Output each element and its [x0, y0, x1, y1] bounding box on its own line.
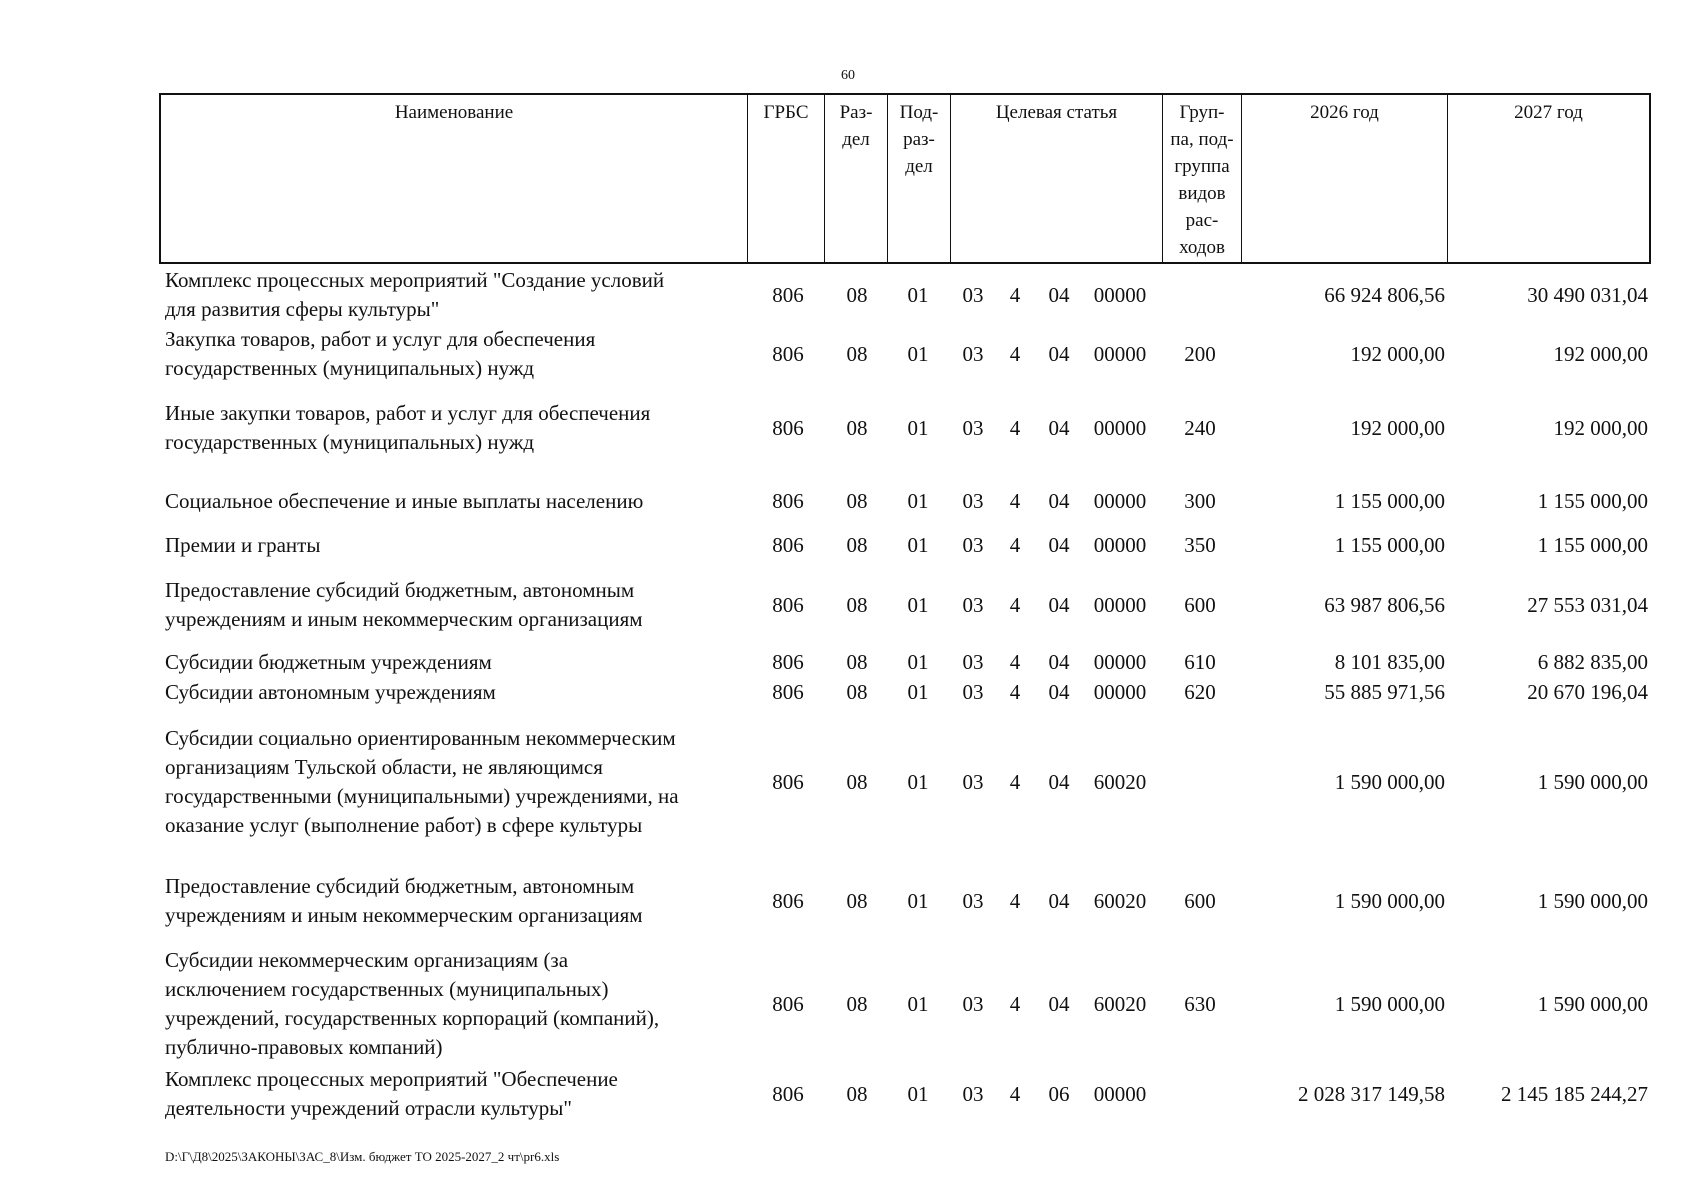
item-name-cell [165, 648, 755, 677]
header-name-label: Наименование [394, 102, 514, 123]
target-part1-cell: 03 [962, 533, 984, 557]
target-part4-cell: 60020 [1093, 888, 1147, 913]
target-part3-cell: 04 [1048, 769, 1070, 794]
table-row [0, 724, 1696, 840]
grbs-cell: 806 [772, 415, 804, 440]
item-name-cell [165, 724, 755, 840]
target-part1-cell: 03 [962, 592, 984, 617]
item-name-line: Комплекс процессных мероприятий "Создание условий [165, 268, 665, 292]
header-razdel-line: дел [842, 129, 870, 150]
target-part2-cell: 4 [1009, 991, 1021, 1016]
item-name-cell [165, 487, 755, 516]
podrazdel-cell: 01 [907, 888, 929, 913]
target-part3-cell: 04 [1048, 341, 1070, 366]
target-part2-cell: 4 [1009, 533, 1021, 557]
grbs-cell: 806 [772, 533, 804, 557]
target-part2-cell: 4 [1009, 489, 1021, 513]
header-name [161, 95, 748, 262]
grbs-cell: 806 [772, 680, 804, 704]
target-part1-cell: 03 [962, 489, 984, 513]
razdel-cell: 08 [846, 991, 868, 1016]
item-name-cell [165, 576, 755, 634]
table-row [0, 399, 1696, 457]
target-part4-cell: 00000 [1093, 282, 1147, 307]
item-name-line: государственных (муниципальных) нужд [165, 356, 535, 380]
header-podrazdel [888, 95, 951, 262]
group-cell: 610 [1184, 650, 1216, 674]
table-row [0, 872, 1696, 930]
item-name-cell [165, 531, 755, 560]
table-row [0, 648, 1696, 677]
item-name-cell [165, 946, 755, 1062]
amount-2027-cell: 30 490 031,04 [1527, 282, 1648, 307]
razdel-cell: 08 [846, 415, 868, 440]
target-part1-cell: 03 [962, 991, 984, 1016]
razdel-cell: 08 [846, 533, 868, 557]
item-name-line: Субсидии автономным учреждениям [165, 680, 496, 704]
podrazdel-cell: 01 [907, 533, 929, 557]
header-grbs-label: ГРБС [763, 102, 809, 123]
item-name-cell [165, 1065, 755, 1123]
table-row [0, 1065, 1696, 1123]
page-number: 60 [841, 68, 855, 83]
target-part3-cell: 04 [1048, 489, 1070, 513]
target-part4-cell: 00000 [1093, 489, 1147, 513]
target-part4-cell: 00000 [1093, 415, 1147, 440]
item-name-line: учреждениям и иным некоммерческим организациям [165, 607, 643, 631]
item-name-line: Предоставление субсидий бюджетным, автономным [165, 874, 635, 898]
target-part2-cell: 4 [1009, 888, 1021, 913]
table-row [0, 487, 1696, 516]
item-name-cell [165, 678, 755, 707]
target-part3-cell: 04 [1048, 415, 1070, 440]
header-podrazdel-line: раз- [903, 129, 935, 150]
group-cell: 240 [1184, 415, 1216, 440]
item-name-line: деятельности учреждений отрасли культуры" [165, 1096, 572, 1120]
amount-2027-cell: 192 000,00 [1553, 341, 1648, 366]
header-podrazdel-line: дел [905, 156, 933, 177]
amount-2026-cell: 192 000,00 [1350, 415, 1445, 440]
razdel-cell: 08 [846, 341, 868, 366]
item-name-line: Закупка товаров, работ и услуг для обеспечения [165, 327, 596, 351]
item-name-line: оказание услуг (выполнение работ) в сфере культуры [165, 813, 643, 837]
group-cell: 350 [1184, 533, 1216, 557]
target-part3-cell: 04 [1048, 991, 1070, 1016]
target-part4-cell: 00000 [1093, 650, 1147, 674]
target-part2-cell: 4 [1009, 415, 1021, 440]
amount-2026-cell: 66 924 806,56 [1324, 282, 1445, 307]
podrazdel-cell: 01 [907, 991, 929, 1016]
header-group [1163, 95, 1242, 262]
header-target-label: Целевая статья [995, 102, 1118, 123]
group-cell: 600 [1184, 888, 1216, 913]
target-part4-cell: 00000 [1093, 533, 1147, 557]
amount-2027-cell: 2 145 185 244,27 [1501, 1081, 1648, 1106]
target-part1-cell: 03 [962, 680, 984, 704]
grbs-cell: 806 [772, 282, 804, 307]
target-part1-cell: 03 [962, 341, 984, 366]
header-podrazdel-line: Под- [899, 102, 939, 123]
grbs-cell: 806 [772, 489, 804, 513]
item-name-cell [165, 266, 755, 324]
table-row [0, 531, 1696, 560]
item-name-line: Субсидии некоммерческим организациям (за [165, 948, 569, 972]
target-part3-cell: 04 [1048, 533, 1070, 557]
item-name-cell [165, 872, 755, 930]
target-part4-cell: 00000 [1093, 680, 1147, 704]
podrazdel-cell: 01 [907, 680, 929, 704]
grbs-cell: 806 [772, 991, 804, 1016]
header-2026-label: 2026 год [1310, 102, 1379, 123]
grbs-cell: 806 [772, 341, 804, 366]
header-group-line: па, под- [1170, 129, 1234, 150]
target-part2-cell: 4 [1009, 592, 1021, 617]
amount-2027-cell: 192 000,00 [1553, 415, 1648, 440]
podrazdel-cell: 01 [907, 282, 929, 307]
target-part2-cell: 4 [1009, 769, 1021, 794]
amount-2026-cell: 63 987 806,56 [1324, 592, 1445, 617]
header-group-line: ходов [1179, 237, 1225, 258]
table-header [159, 93, 1651, 264]
item-name-line: для развития сферы культуры" [165, 297, 440, 321]
target-part3-cell: 04 [1048, 888, 1070, 913]
table-row [0, 678, 1696, 707]
amount-2027-cell: 27 553 031,04 [1527, 592, 1648, 617]
podrazdel-cell: 01 [907, 650, 929, 674]
target-part2-cell: 4 [1009, 282, 1021, 307]
item-name-line: организациям Тульской области, не являющимся [165, 755, 603, 779]
amount-2026-cell: 55 885 971,56 [1324, 680, 1445, 704]
podrazdel-cell: 01 [907, 592, 929, 617]
razdel-cell: 08 [846, 650, 868, 674]
group-cell: 600 [1184, 592, 1216, 617]
target-part3-cell: 04 [1048, 680, 1070, 704]
amount-2027-cell: 1 590 000,00 [1537, 888, 1648, 913]
group-cell: 300 [1184, 489, 1216, 513]
group-cell: 630 [1184, 991, 1216, 1016]
grbs-cell: 806 [772, 888, 804, 913]
file-path-footer: D:\Г\Д8\2025\ЗАКОНЫ\ЗАС_8\Изм. бюджет ТО 2025-2027_2 чт\pr6.xls [165, 1149, 560, 1164]
razdel-cell: 08 [846, 1081, 868, 1106]
header-group-line: рас- [1185, 210, 1219, 231]
target-part1-cell: 03 [962, 769, 984, 794]
amount-2026-cell: 1 590 000,00 [1334, 769, 1445, 794]
podrazdel-cell: 01 [907, 415, 929, 440]
target-part4-cell: 00000 [1093, 592, 1147, 617]
item-name-line: Социальное обеспечение и иные выплаты населению [165, 489, 644, 513]
razdel-cell: 08 [846, 769, 868, 794]
header-target [951, 95, 1163, 262]
podrazdel-cell: 01 [907, 1081, 929, 1106]
grbs-cell: 806 [772, 650, 804, 674]
target-part2-cell: 4 [1009, 1081, 1021, 1106]
item-name-line: учреждений, государственных корпораций (компаний), [165, 1006, 660, 1030]
target-part4-cell: 60020 [1093, 991, 1147, 1016]
amount-2026-cell: 1 155 000,00 [1334, 533, 1445, 557]
target-part4-cell: 00000 [1093, 341, 1147, 366]
target-part3-cell: 04 [1048, 282, 1070, 307]
amount-2027-cell: 1 155 000,00 [1537, 533, 1648, 557]
grbs-cell: 806 [772, 1081, 804, 1106]
group-cell: 200 [1184, 341, 1216, 366]
item-name-line: исключением государственных (муниципальных) [165, 977, 609, 1001]
target-part2-cell: 4 [1009, 650, 1021, 674]
item-name-line: Комплекс процессных мероприятий "Обеспечение [165, 1067, 618, 1091]
amount-2026-cell: 1 155 000,00 [1334, 489, 1445, 513]
amount-2027-cell: 1 590 000,00 [1537, 991, 1648, 1016]
header-2027 [1448, 95, 1649, 262]
razdel-cell: 08 [846, 489, 868, 513]
target-part1-cell: 03 [962, 888, 984, 913]
target-part4-cell: 00000 [1093, 1081, 1147, 1106]
item-name-cell [165, 399, 755, 457]
target-part1-cell: 03 [962, 1081, 984, 1106]
amount-2026-cell: 8 101 835,00 [1334, 650, 1445, 674]
amount-2027-cell: 20 670 196,04 [1527, 680, 1648, 704]
header-2027-label: 2027 год [1514, 102, 1583, 123]
header-group-line: группа [1174, 156, 1230, 177]
item-name-line: Премии и гранты [165, 533, 321, 557]
header-razdel-line: Раз- [839, 102, 873, 123]
amount-2026-cell: 1 590 000,00 [1334, 991, 1445, 1016]
item-name-line: Предоставление субсидий бюджетным, автономным [165, 578, 635, 602]
item-name-line: Иные закупки товаров, работ и услуг для обеспечения [165, 401, 651, 425]
target-part1-cell: 03 [962, 415, 984, 440]
podrazdel-cell: 01 [907, 769, 929, 794]
razdel-cell: 08 [846, 680, 868, 704]
target-part2-cell: 4 [1009, 341, 1021, 366]
table-row [0, 576, 1696, 634]
table-row [0, 325, 1696, 383]
target-part2-cell: 4 [1009, 680, 1021, 704]
target-part3-cell: 06 [1048, 1081, 1070, 1106]
target-part1-cell: 03 [962, 282, 984, 307]
amount-2027-cell: 6 882 835,00 [1537, 650, 1648, 674]
target-part1-cell: 03 [962, 650, 984, 674]
amount-2027-cell: 1 590 000,00 [1537, 769, 1648, 794]
group-cell: 620 [1184, 680, 1216, 704]
header-razdel [825, 95, 888, 262]
item-name-line: государственных (муниципальных) нужд [165, 430, 535, 454]
header-2026 [1242, 95, 1448, 262]
razdel-cell: 08 [846, 282, 868, 307]
item-name-line: Субсидии социально ориентированным некоммерческим [165, 726, 676, 750]
table-row [0, 946, 1696, 1062]
podrazdel-cell: 01 [907, 489, 929, 513]
razdel-cell: 08 [846, 888, 868, 913]
header-group-line: видов [1178, 183, 1226, 204]
amount-2026-cell: 2 028 317 149,58 [1298, 1081, 1445, 1106]
item-name-line: публично-правовых компаний) [165, 1035, 443, 1059]
target-part4-cell: 60020 [1093, 769, 1147, 794]
target-part3-cell: 04 [1048, 650, 1070, 674]
podrazdel-cell: 01 [907, 341, 929, 366]
header-grbs [748, 95, 825, 262]
grbs-cell: 806 [772, 769, 804, 794]
item-name-line: Субсидии бюджетным учреждениям [165, 650, 492, 674]
razdel-cell: 08 [846, 592, 868, 617]
amount-2027-cell: 1 155 000,00 [1537, 489, 1648, 513]
item-name-line: государственными (муниципальными) учреждениями, на [165, 784, 679, 808]
header-group-line: Груп- [1179, 102, 1225, 123]
amount-2026-cell: 192 000,00 [1350, 341, 1445, 366]
amount-2026-cell: 1 590 000,00 [1334, 888, 1445, 913]
table-row [0, 266, 1696, 324]
item-name-cell [165, 325, 755, 383]
grbs-cell: 806 [772, 592, 804, 617]
target-part3-cell: 04 [1048, 592, 1070, 617]
item-name-line: учреждениям и иным некоммерческим организациям [165, 903, 643, 927]
